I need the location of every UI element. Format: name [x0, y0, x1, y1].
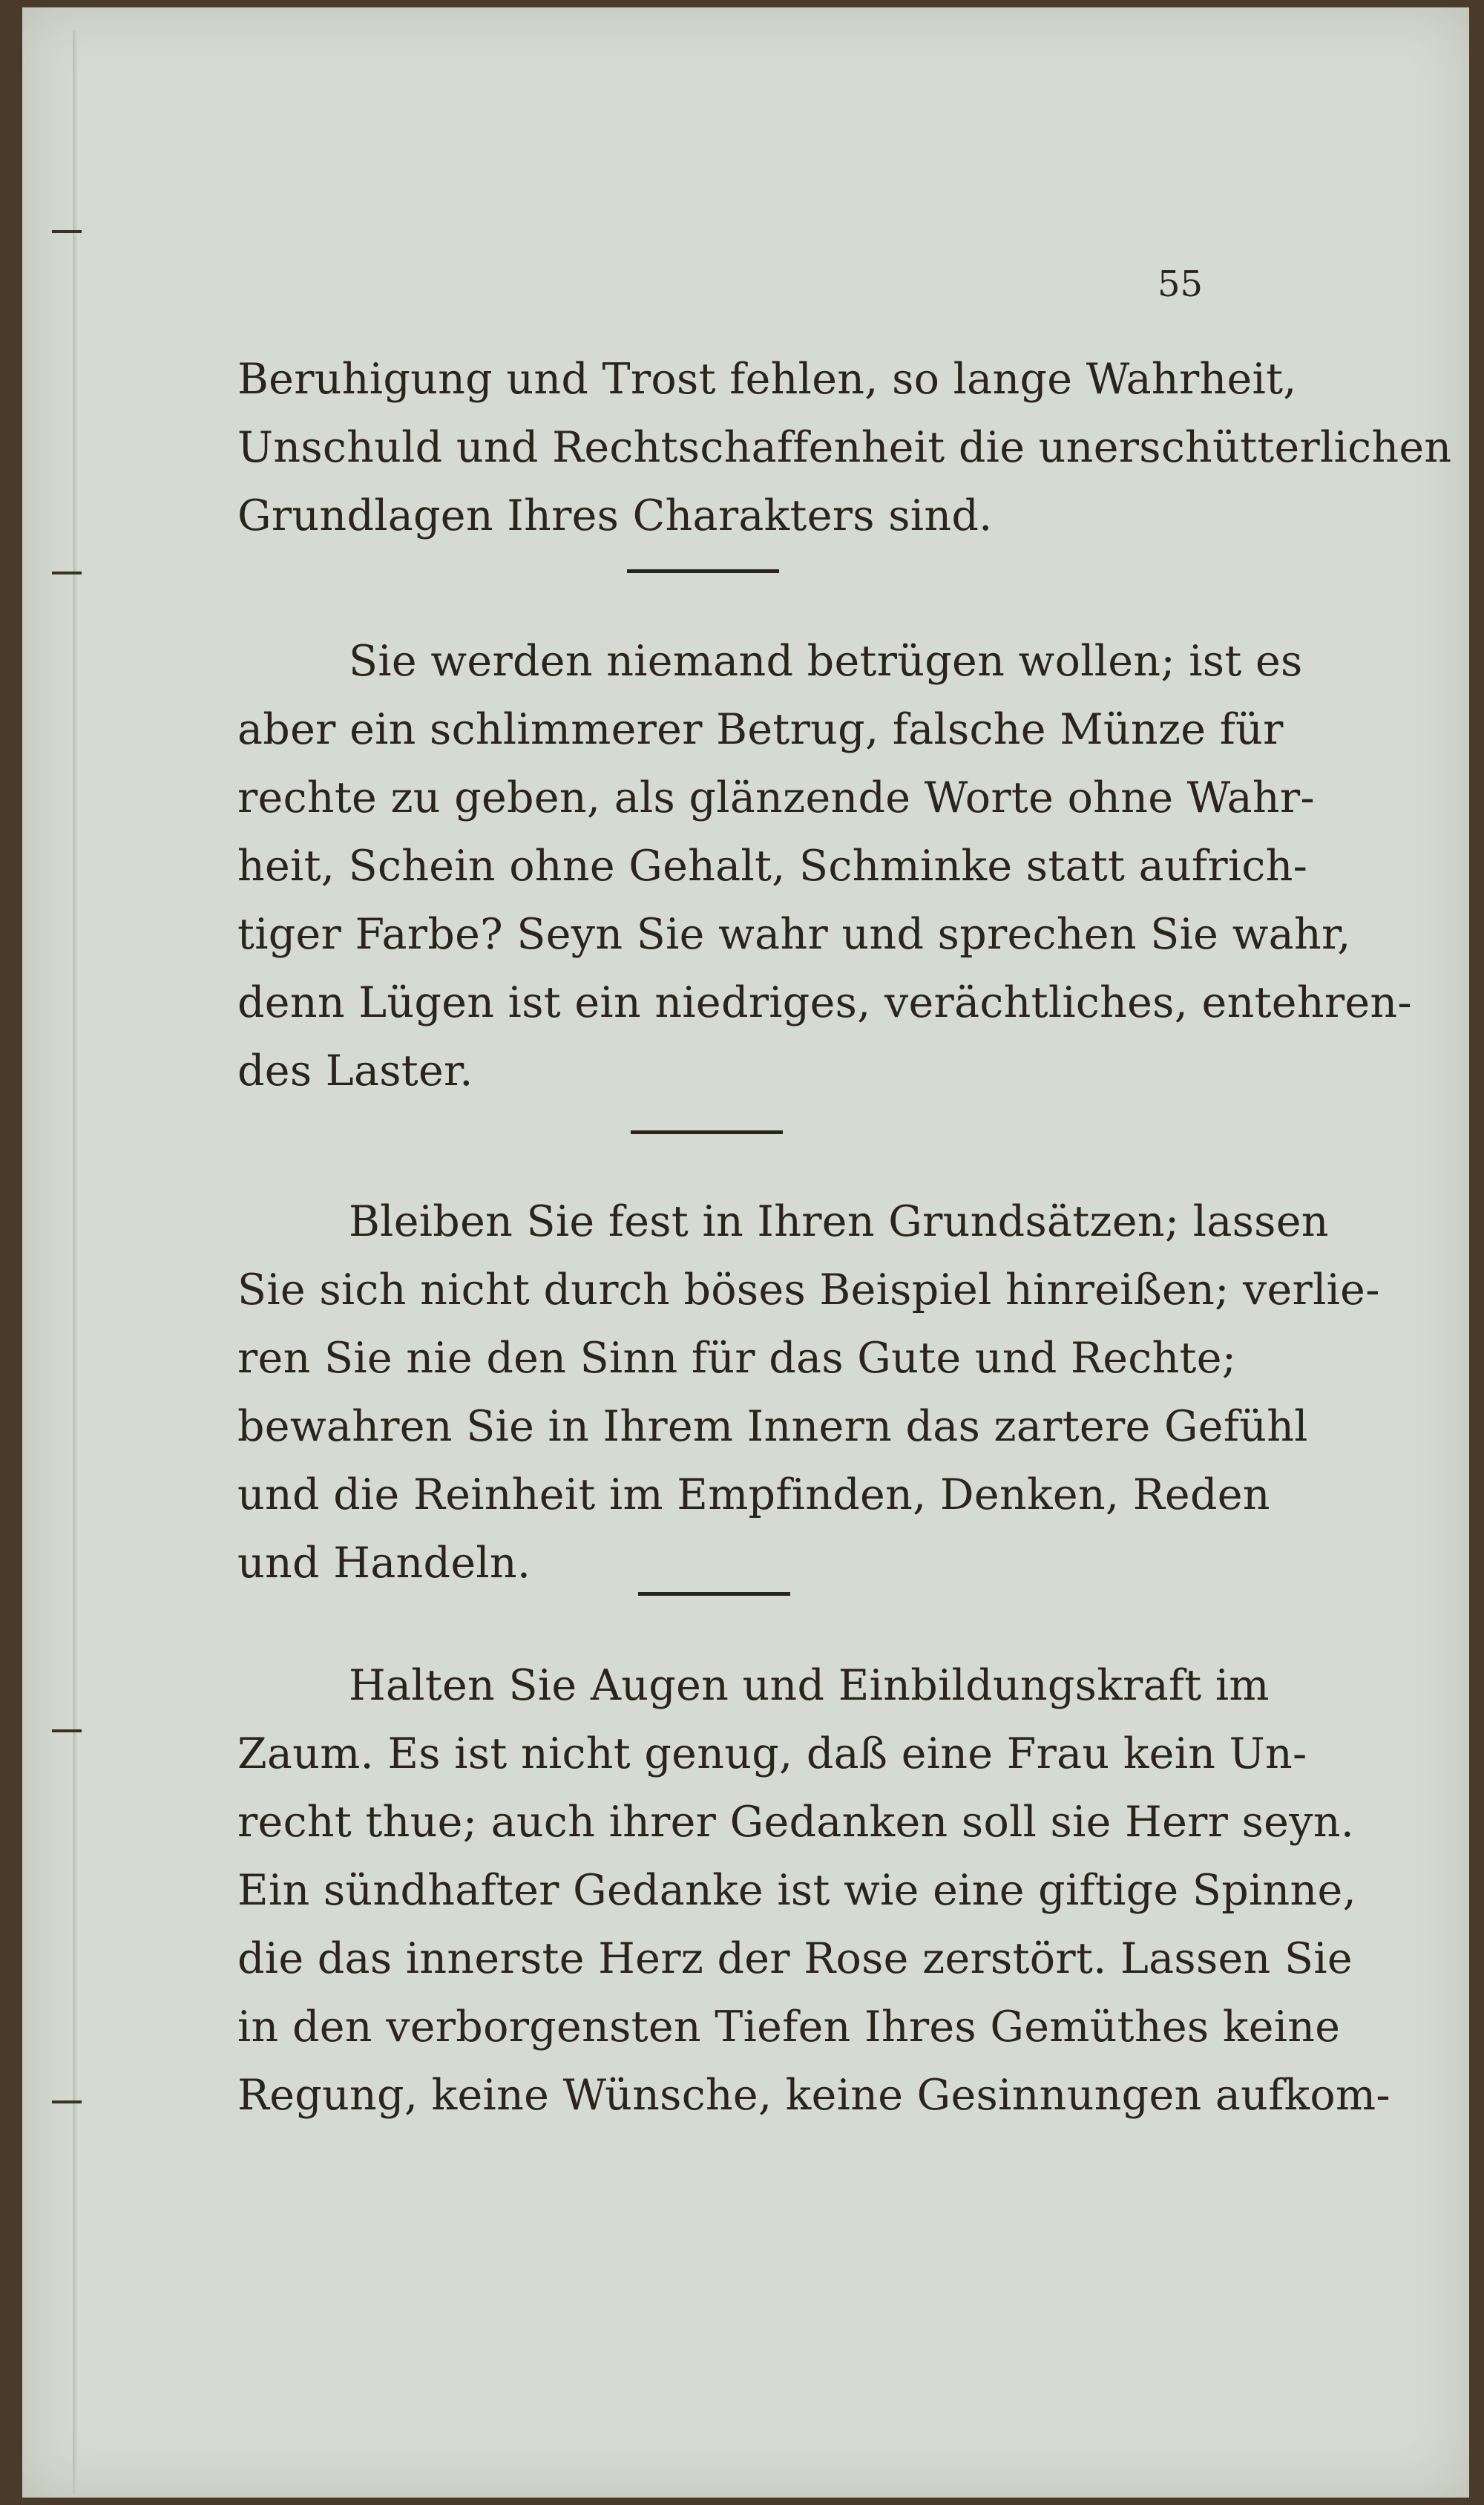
text-line: Bleiben Sie fest in Ihren Grundsätzen; lassen: [349, 1197, 1329, 1246]
text-line: recht thue; auch ihrer Gedanken soll sie Herr seyn.: [237, 1798, 1355, 1847]
text-line: tiger Farbe? Seyn Sie wahr und sprechen Sie wahr,: [237, 910, 1351, 959]
page-number: 55: [1158, 263, 1204, 305]
text-line: bewahren Sie in Ihrem Innern das zartere Gefühl: [237, 1402, 1308, 1451]
text-line: und die Reinheit im Empfinden, Denken, Reden: [237, 1470, 1270, 1519]
book-page: [22, 7, 1469, 2498]
text-line: Unschuld und Rechtschaffenheit die unerschütterlichen: [237, 423, 1452, 472]
text-line: Ein sündhafter Gedanke ist wie eine giftige Spinne,: [237, 1866, 1356, 1915]
text-line: Beruhigung und Trost fehlen, so lange Wahrheit,: [237, 355, 1297, 404]
paragraph-3: [237, 1188, 1380, 1597]
text-line: ren Sie nie den Sinn für das Gute und Rechte;: [237, 1334, 1237, 1383]
section-divider: [638, 1592, 790, 1596]
binding-mark: [52, 2100, 82, 2103]
text-line: Zaum. Es ist nicht genug, daß eine Frau kein Un-: [237, 1729, 1307, 1778]
text-line: Halten Sie Augen und Einbildungskraft im: [349, 1661, 1270, 1710]
text-line: heit, Schein ohne Gehalt, Schminke statt aufrich-: [237, 842, 1308, 891]
text-line: denn Lügen ist ein niedriges, verächtliches, entehren-: [237, 978, 1412, 1027]
text-line: in den verborgensten Tiefen Ihres Gemüthes keine: [237, 2003, 1341, 2052]
text-line: Grundlagen Ihres Charakters sind.: [237, 491, 993, 540]
section-divider: [631, 1130, 783, 1134]
paragraph-1: [237, 345, 1452, 550]
text-line: Sie sich nicht durch böses Beispiel hinreißen; verlie-: [237, 1265, 1380, 1314]
text-line: Sie werden niemand betrügen wollen; ist es: [349, 637, 1303, 686]
section-divider: [627, 569, 779, 573]
paragraph-2: [237, 627, 1412, 1105]
text-line: die das innerste Herz der Rose zerstört. Lassen Sie: [237, 1934, 1353, 1983]
binding-mark: [52, 572, 82, 574]
text-line: und Handeln.: [237, 1539, 531, 1588]
text-line: rechte zu geben, als glänzende Worte ohne Wahr-: [237, 773, 1315, 822]
binding-mark: [52, 1729, 82, 1732]
text-line: des Laster.: [237, 1047, 473, 1096]
binding-mark: [52, 230, 82, 233]
page-gutter: [73, 30, 77, 2494]
text-line: Regung, keine Wünsche, keine Gesinnungen aufkom-: [237, 2071, 1391, 2120]
paragraph-4: [237, 1651, 1391, 2129]
text-line: aber ein schlimmerer Betrug, falsche Münze für: [237, 705, 1284, 754]
